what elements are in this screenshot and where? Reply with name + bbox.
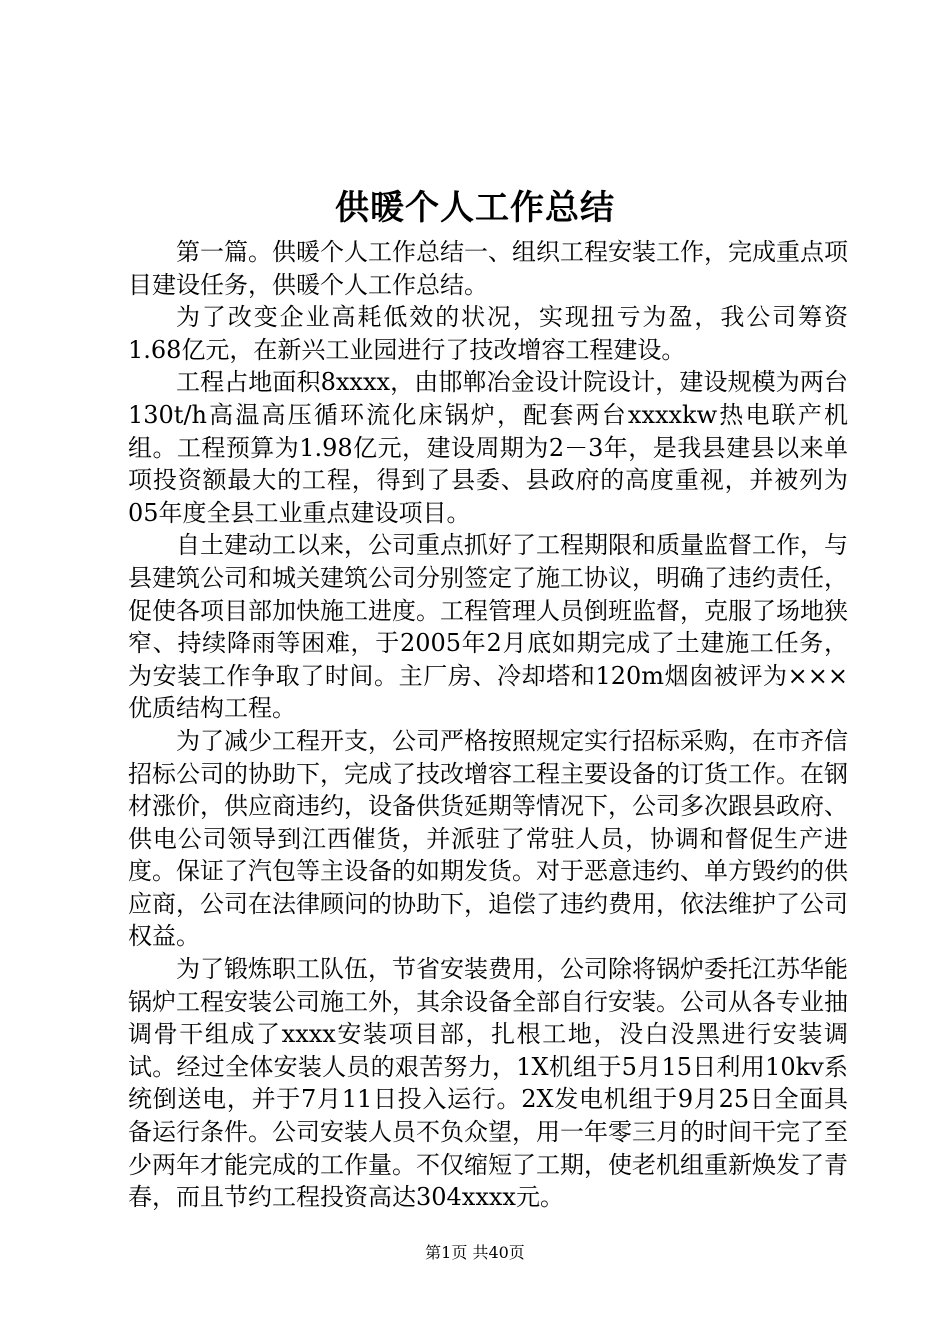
paragraph: 为了减少工程开支，公司严格按照规定实行招标采购，在市齐信招标公司的协助下，完成了技改增容工程主要设备的订货工作。在钢材涨价，供应商违约，设备供货延期等情况下，公司多次跟县政府、供电公司领导到江西催货，并派驻了常驻人员，协调和督促生产进度。保证了汽包等主设备的如期发货。对于恶意违约、单方毁约的供应商，公司在法律顾问的协助下，追偿了违约费用，依法维护了公司权益。 [128,726,848,951]
document-body [128,236,848,1214]
page-footer: 第1页 共40页 [425,1243,525,1262]
document-title: 供暖个人工作总结 [335,188,615,228]
paragraph: 为了锻炼职工队伍，节省安装费用，公司除将锅炉委托江苏华能锅炉工程安装公司施工外，其余设备全部自行安装。公司从各专业抽调骨干组成了xxxx安装项目部，扎根工地，没白没黑进行安装调试。经过全体安装人员的艰苦努力，1X机组于5月15日利用10kv系统倒送电，并于7月11日投入运行。2X发电机组于9月25日全面具备运行条件。公司安装人员不负众望，用一年零三月的时间干完了至少两年才能完成的工作量。不仅缩短了工期，使老机组重新焕发了青春，而且节约工程投资高达304xxxx元。 [128,955,848,1212]
paragraph: 第一篇。供暖个人工作总结一、组织工程安装工作，完成重点项目建设任务，供暖个人工作总结。 [128,238,848,299]
paragraph: 为了改变企业高耗低效的状况，实现扭亏为盈，我公司筹资1.68亿元，在新兴工业园进行了技改增容工程建设。 [128,303,848,364]
paragraph: 自土建动工以来，公司重点抓好了工程期限和质量监督工作，与县建筑公司和城关建筑公司分别签定了施工协议，明确了违约责任，促使各项目部加快施工进度。工程管理人员倒班监督，克服了场地狭窄、持续降雨等困难，于2005年2月底如期完成了土建施工任务，为安装工作争取了时间。主厂房、冷却塔和120m烟囱被评为×××优质结构工程。 [128,531,848,723]
paragraph: 工程占地面积8xxxx，由邯郸冶金设计院设计，建设规模为两台130t/h高温高压循环流化床锅炉，配套两台xxxxkw热电联产机组。工程预算为1.98亿元，建设周期为2－3年，是我县建县以来单项投资额最大的工程，得到了县委、县政府的高度重视，并被列为05年度全县工业重点建设项目。 [128,368,848,527]
